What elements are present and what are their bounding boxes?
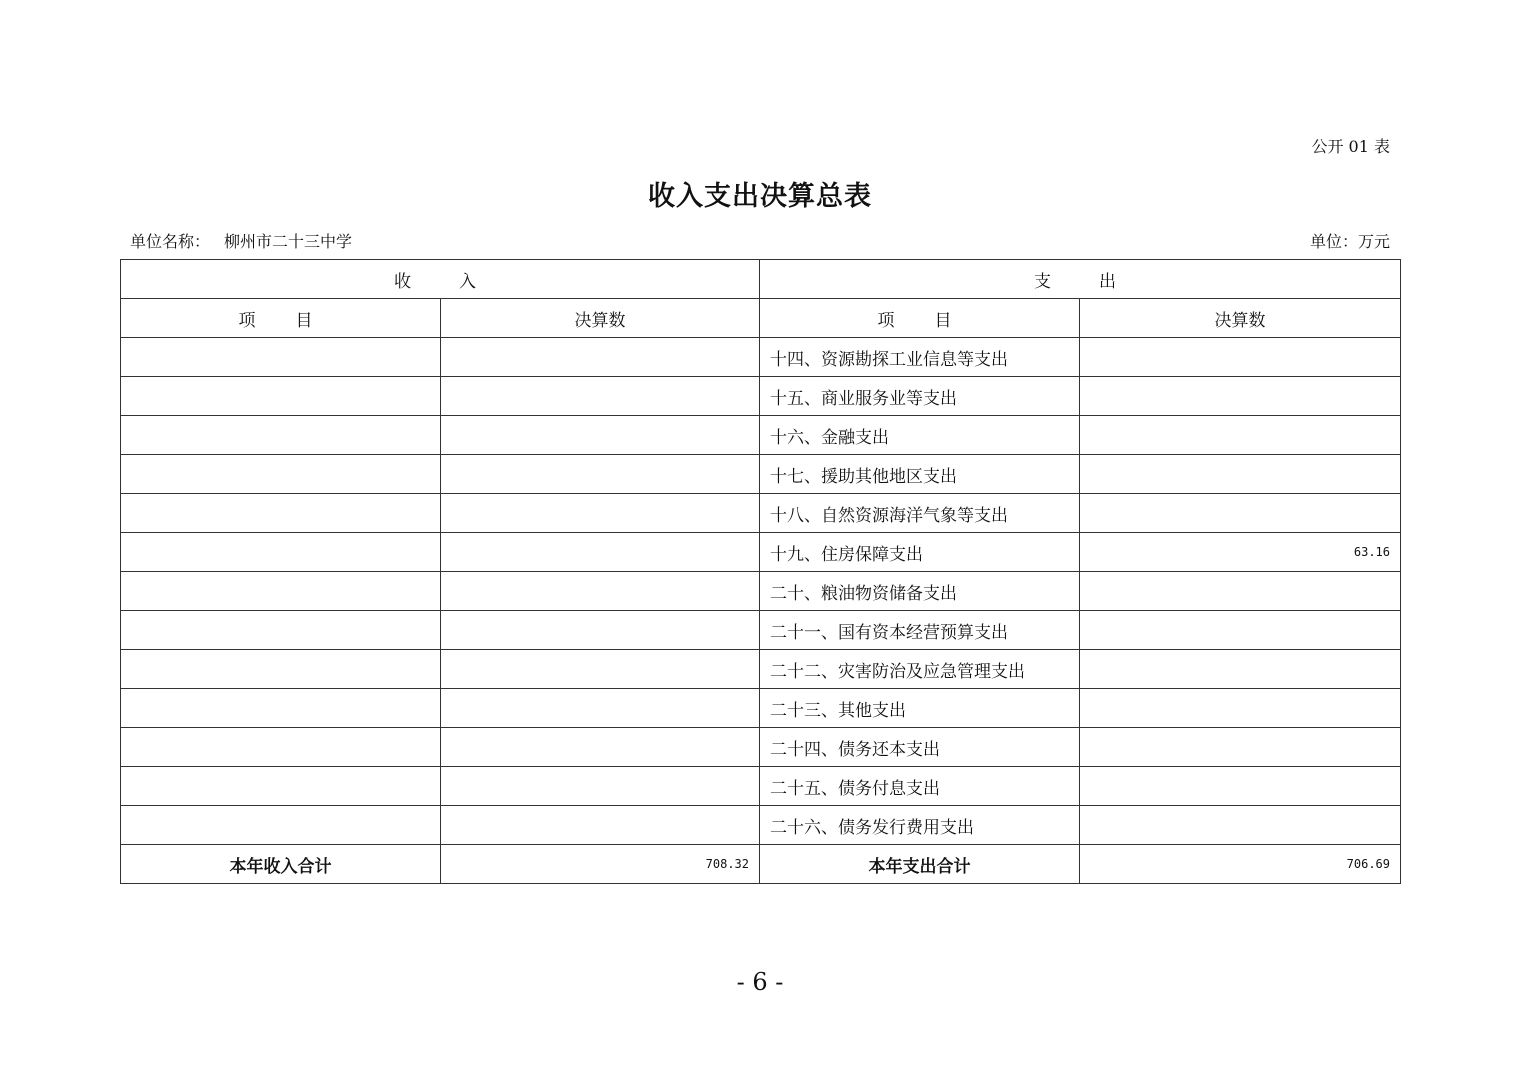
table-row [121, 377, 1401, 416]
income-amount-cell [441, 572, 760, 611]
income-item-cell [121, 806, 441, 845]
expense-item-cell: 二十四、债务还本支出 [760, 728, 1080, 767]
expense-amount-cell: 63.16 [1080, 533, 1401, 572]
table-row [121, 728, 1401, 767]
expense-item-cell: 十五、商业服务业等支出 [760, 377, 1080, 416]
income-amount-cell [441, 650, 760, 689]
income-item-cell [121, 728, 441, 767]
income-header: 收入 [121, 260, 760, 299]
expense-total-value: 706.69 [1080, 845, 1401, 884]
currency-unit: 单位：万元 [1309, 232, 1390, 251]
income-amount-cell [441, 806, 760, 845]
expense-amount-cell [1080, 650, 1401, 689]
expense-amount-column-header: 决算数 [1080, 299, 1401, 338]
section-header-row [121, 260, 1401, 299]
expense-item-cell: 十六、金融支出 [760, 416, 1080, 455]
expense-item-cell: 十四、资源勘探工业信息等支出 [760, 338, 1080, 377]
income-amount-cell [441, 416, 760, 455]
expense-item-cell: 十九、住房保障支出 [760, 533, 1080, 572]
unit-label: 单位名称： [130, 232, 211, 251]
form-code: 公开 01 表 [1311, 137, 1390, 156]
income-amount-cell [441, 455, 760, 494]
page-number: - 6 - [736, 968, 784, 996]
expense-amount-cell [1080, 494, 1401, 533]
unit-info [130, 229, 352, 252]
table-row [121, 455, 1401, 494]
expense-item-cell: 二十六、债务发行费用支出 [760, 806, 1080, 845]
totals-row [121, 845, 1401, 884]
income-item-cell [121, 689, 441, 728]
table-row [121, 650, 1401, 689]
income-item-cell [121, 611, 441, 650]
expense-total-label: 本年支出合计 [760, 845, 1080, 884]
expense-amount-cell [1080, 689, 1401, 728]
table-row [121, 416, 1401, 455]
column-header-row [121, 299, 1401, 338]
table-row [121, 689, 1401, 728]
expense-item-cell: 二十三、其他支出 [760, 689, 1080, 728]
expense-item-cell: 二十一、国有资本经营预算支出 [760, 611, 1080, 650]
expense-amount-cell [1080, 455, 1401, 494]
expense-item-cell: 十八、自然资源海洋气象等支出 [760, 494, 1080, 533]
expense-amount-cell [1080, 572, 1401, 611]
income-amount-column-header: 决算数 [441, 299, 760, 338]
expense-amount-cell [1080, 377, 1401, 416]
income-total-label: 本年收入合计 [121, 845, 441, 884]
expense-item-cell: 二十、粮油物资储备支出 [760, 572, 1080, 611]
unit-name: 柳州市二十三中学 [224, 232, 353, 251]
income-item-cell [121, 494, 441, 533]
income-amount-cell [441, 338, 760, 377]
income-item-cell [121, 650, 441, 689]
income-item-cell [121, 338, 441, 377]
income-amount-cell [441, 533, 760, 572]
expense-item-cell: 二十五、债务付息支出 [760, 767, 1080, 806]
table-row [121, 806, 1401, 845]
page-title: 收入支出决算总表 [648, 181, 872, 212]
income-amount-cell [441, 611, 760, 650]
expense-item-cell: 二十二、灾害防治及应急管理支出 [760, 650, 1080, 689]
income-item-cell [121, 572, 441, 611]
income-amount-cell [441, 767, 760, 806]
income-item-column-header: 项目 [121, 299, 441, 338]
expense-amount-cell [1080, 767, 1401, 806]
income-item-cell [121, 377, 441, 416]
expense-header: 支出 [760, 260, 1401, 299]
expense-amount-cell [1080, 806, 1401, 845]
table-row [121, 533, 1401, 572]
table-row [121, 494, 1401, 533]
expense-amount-cell [1080, 611, 1401, 650]
income-amount-cell [441, 689, 760, 728]
table-body [121, 338, 1401, 845]
income-amount-cell [441, 494, 760, 533]
expense-item-column-header: 项目 [760, 299, 1080, 338]
expense-item-cell: 十七、援助其他地区支出 [760, 455, 1080, 494]
table-row [121, 338, 1401, 377]
income-total-value: 708.32 [441, 845, 760, 884]
income-item-cell [121, 416, 441, 455]
table-row [121, 572, 1401, 611]
table-row [121, 611, 1401, 650]
income-item-cell [121, 767, 441, 806]
income-amount-cell [441, 377, 760, 416]
income-expense-table [120, 259, 1401, 884]
table-row [121, 767, 1401, 806]
income-item-cell [121, 455, 441, 494]
income-amount-cell [441, 728, 760, 767]
expense-amount-cell [1080, 728, 1401, 767]
expense-amount-cell [1080, 338, 1401, 377]
income-item-cell [121, 533, 441, 572]
expense-amount-cell [1080, 416, 1401, 455]
